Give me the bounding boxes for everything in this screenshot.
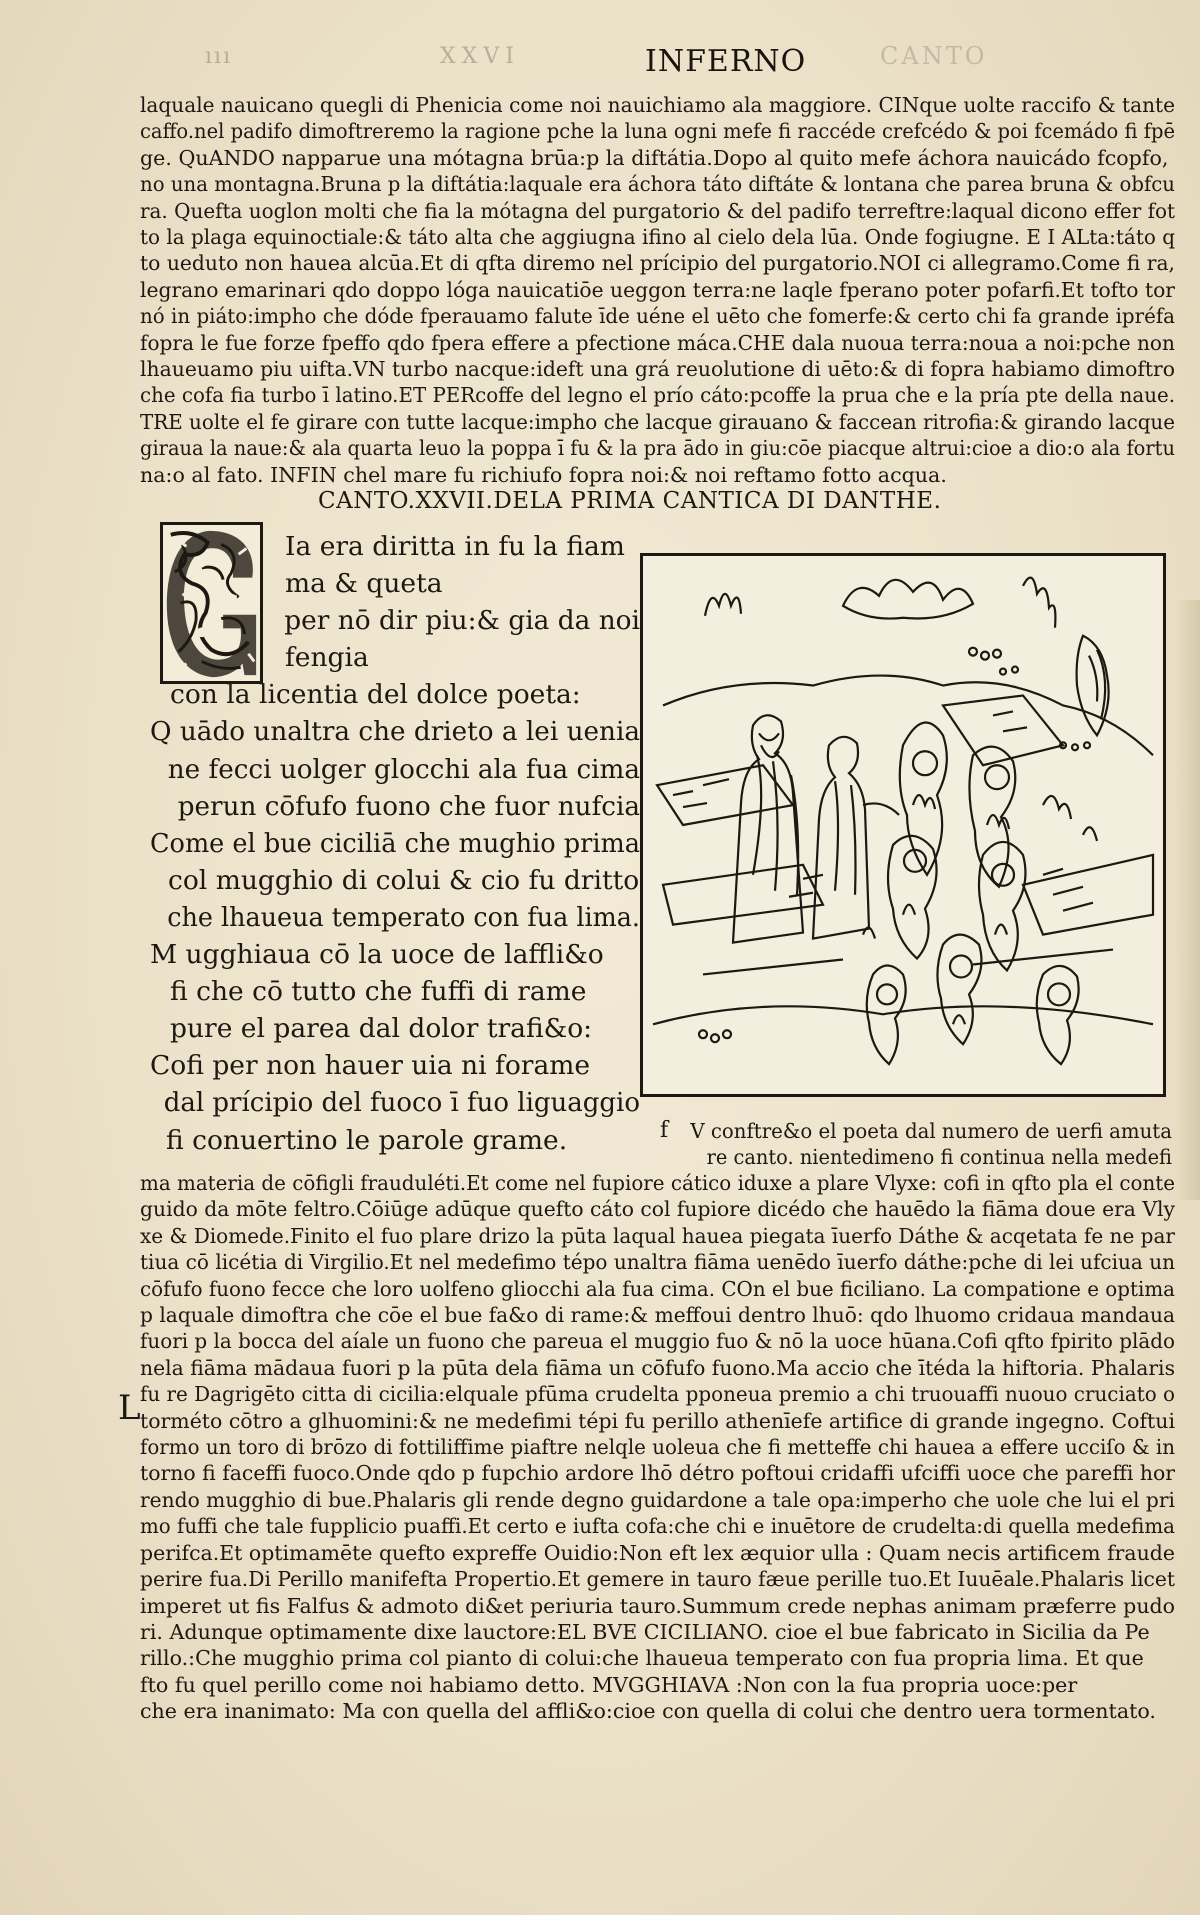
commentary-line: ge. QuANDO napparue una mótagna brūa:p la diftátia.Dopo al quito mefe áchora nauicádo fcopfo,: [140, 145, 1169, 170]
commentary-line: na:o al fato. INFIN chel mare fu richiufo fopra noi:& noi reftamo fotto acqua.: [140, 462, 947, 487]
commentary-line: V conftre&o el poeta dal numero de uerfi amuta: [690, 1119, 1172, 1143]
commentary-line: ri. Adunque optimamente dixe lauctore:EL BVE CICILIANO. cioe el bue fabricato in Sicilia da Pe: [140, 1619, 1150, 1644]
verse-column: [150, 528, 661, 1159]
commentary-line: fopra le fue forze fpeffo qdo fpera effere a pfectione máca.CHE dala nuoua terra:noua a noi:pche non: [140, 330, 1175, 355]
commentary-line: cōfufo fuono fecce che loro uolfeno gliocchi ala fua cima. COn el bue ficiliano. La compatione e optima: [140, 1276, 1175, 1301]
commentary-line: perifca.Et optimamēte quefto expreffe Ouidio:Non eft lex æquior ulla : Quam necis artificem fraude: [140, 1540, 1175, 1565]
commentary-line: rillo.:Che mugghio prima col pianto di colui:che lhaueua temperato con fua propria lima. Et que: [140, 1646, 1144, 1671]
verse-line: ne fecci uolger glocchi ala fua cima: [167, 753, 640, 785]
verse-line: fi conuertino le parole grame.: [166, 1124, 568, 1156]
guide-letter: f: [660, 1118, 669, 1143]
commentary-line: TRE uolte el fe girare con tutte lacque:impho che lacque girauano & faccean ritrofia:& girando lacque: [140, 409, 1175, 434]
verse-line: fi che cō tutto che fuffi di rame: [170, 976, 587, 1008]
commentary-line: rendo mugghio di bue.Phalaris gli rende degno guidardone a tale opa:imperho che uole che lui el pri: [140, 1487, 1175, 1512]
commentary-line: xe & Diomede.Finito el fuo plare drizo la pūta laqual hauea piegata īuerfo Dáthe & acqetata fe ne par: [140, 1223, 1175, 1248]
commentary-line: legrano emarinari qdo doppo lóga nauicatiōe ueggon terra:ne laqle fperano poter pofarfi.Et tofto tor: [140, 277, 1175, 302]
canto-heading: CANTO.XXVII.DELA PRIMA CANTICA DI DANTHE.: [318, 488, 942, 514]
commentary-line: formo un toro di brōzo di fottiliffime piaftre nelqle uoleua che fi metteffe chi hauea a effere ucciſo & in: [140, 1435, 1175, 1460]
faint-show-through-canto: CANTO: [880, 42, 988, 70]
verse-line: Cofi per non hauer uia ni forame: [150, 1050, 591, 1082]
verse-line: Q uādo unaltra che drieto a lei uenia: [150, 716, 640, 748]
verse-line: col mugghio di colui & cio fu dritto: [168, 864, 640, 896]
commentary-line: guido da mōte feltro.Cōiūge adūque quefto cáto col fupiore dicédo che hauēdo la fiāma doue era Vly: [140, 1197, 1175, 1222]
page-title: INFERNO: [645, 44, 807, 79]
commentary-line: mo fuffi che tale fupplicio puaffi.Et certo e iufta cofa:che chi e inuētore de crudelta:di quella medefima: [140, 1514, 1175, 1539]
commentary-line: re canto. nientedimeno fi continua nella medefi: [706, 1145, 1172, 1170]
verse-line: che lhaueua temperato con fua lima.: [167, 901, 640, 933]
verse-line: Come el bue ciciliā che mughio prima: [150, 827, 640, 859]
woodcut-illustration: [640, 553, 1166, 1097]
commentary-line: torméto cōtro a glhuomini:& ne medefimi tépi fu perillo athenīefe artifice di grande ingegno. Coftui: [140, 1408, 1175, 1433]
commentary-line: tiua cō licétia di Virgilio.Et nel medefimo tépo unaltra fiāma uenēdo īuerfo dáthe:pche di lei ufciua un: [140, 1250, 1175, 1275]
commentary-line: nó in piáto:impho che dóde fperauamo falute īde uéne el uēto che fomerfe:& certo chi fa grande ipréfa: [140, 304, 1175, 329]
commentary-line: perire fua.Di Perillo manifefta Propertio.Et gemere in tauro fæue perille tuo.Et Iuuēale.Phalaris licet: [140, 1567, 1175, 1592]
commentary-line: che cofa fia turbo ī latino.ET PERcoffe del legno el prío cáto:pcoffe la prua che e la pría pte della naue.: [140, 383, 1175, 408]
commentary-bottom: [140, 1170, 1200, 1725]
verse-line: con la licentia del dolce poeta:: [170, 679, 581, 711]
commentary-line: p laquale dimoftra che cōe el bue fa&o di rame:& meffoui dentro lhuō: qdo lhuomo cridaua mandaua: [140, 1303, 1175, 1328]
commentary-line: to la plaga equinoctiale:& táto alta che aggiugna ifino al cielo dela lūa. Onde fogiugne. E I ALta:táto q: [140, 225, 1175, 250]
commentary-line: to ueduto non hauea alcūa.Et di qfta diremo nel prícipio del purgatorio.NOI ci allegramo.Come fi ra,: [140, 251, 1175, 276]
commentary-line: nela fiāma mādaua fuori p la pūta dela fiāma un cōfufo fuono.Ma accio che ītéda la hiftoria. Phalaris: [140, 1355, 1175, 1380]
commentary-line: che era inanimato: Ma con quella del affli&o:cioe con quella di colui che dentro uera tormentato.: [140, 1699, 1156, 1724]
verse-line: fengia: [285, 642, 369, 674]
faint-show-through-canto-number: XXVI: [440, 44, 520, 69]
commentary-line: laquale nauicano quegli di Phenicia come noi nauichiamo ala maggiore. CINque uolte raccifo & tante: [140, 93, 1175, 117]
page-edge-stain: [1175, 600, 1200, 1200]
faint-show-through-folio: ııı: [205, 44, 233, 69]
commentary-line: fto fu quel perillo come noi habiamo detto. MVGGHIAVA :Non con la fua propria uoce:per: [140, 1672, 1078, 1697]
commentary-line: caffo.nel padifo dimoftreremo la ragione pche la luna ogni mefe fi raccéde crefcédo & poi fcemádo fi fpē: [140, 119, 1175, 144]
commentary-mid: [652, 1118, 1200, 1171]
commentary-line: fuori p la bocca del aíale un fuono che pareua el muggio fuo & nō la uoce hūana.Cofi qfto fpirito plādo: [140, 1329, 1175, 1354]
verse-line: dal prícipio del fuoco ī fuo liguaggio: [163, 1087, 640, 1119]
commentary-line: lhaueuamo piu uifta.VN turbo nacque:ideft una grá reuolutione di uēto:& di fopra habiamo dimoftro: [140, 357, 1175, 382]
verse-line: perun cōfufo fuono che fuor nufcia: [177, 790, 640, 822]
commentary-line: no una montagna.Bruna p la diftátia:laquale era áchora táto diftáte & lontana che parea bruna & obfcu: [140, 172, 1175, 197]
commentary-line: giraua la naue:& ala quarta leuo la poppa ī fu & la pra ādo in giu:cōe piacque altrui:cioe a dio:o ala fortu: [140, 436, 1175, 461]
margin-initial: L: [118, 1388, 141, 1428]
verse-line: ma & queta: [285, 568, 443, 600]
verse-line: Ia era diritta in fu la fiam: [285, 531, 625, 562]
commentary-line: torno fi faceffi fuoco.Onde qdo p fupchio ardore lhō détro poftoui cridaffi ufciffi uoce che pareffi hor: [140, 1461, 1175, 1486]
verse-line: per nō dir piu:& gia da noi: [284, 605, 640, 637]
woodcut-flames-figures-icon: [643, 556, 1163, 1094]
commentary-top: [140, 92, 1200, 488]
verse-line: M ugghiaua cō la uoce de laffli&o: [150, 939, 604, 971]
verse-line: pure el parea dal dolor trafi&o:: [170, 1013, 593, 1045]
commentary-line: imperet ut fis Falfus & admoto di&et periuria tauro.Summum crede nephas animam præferre pudo: [140, 1593, 1175, 1618]
commentary-line: ma materia de cōfigli frauduléti.Et come nel fupiore cático iduxe a plare Vlyxe: cofi in qfto pla el conte: [140, 1171, 1175, 1195]
commentary-line: ra. Quefta uoglon molti che fia la mótagna del purgatorio & del padifo terreftre:laqual dicono effer fot: [140, 198, 1175, 223]
commentary-line: fu re Dagrigēto citta di cicilia:elquale pfūma crudelta pponeua premio a chi truouaffi nuouo cruciato o: [140, 1382, 1175, 1407]
